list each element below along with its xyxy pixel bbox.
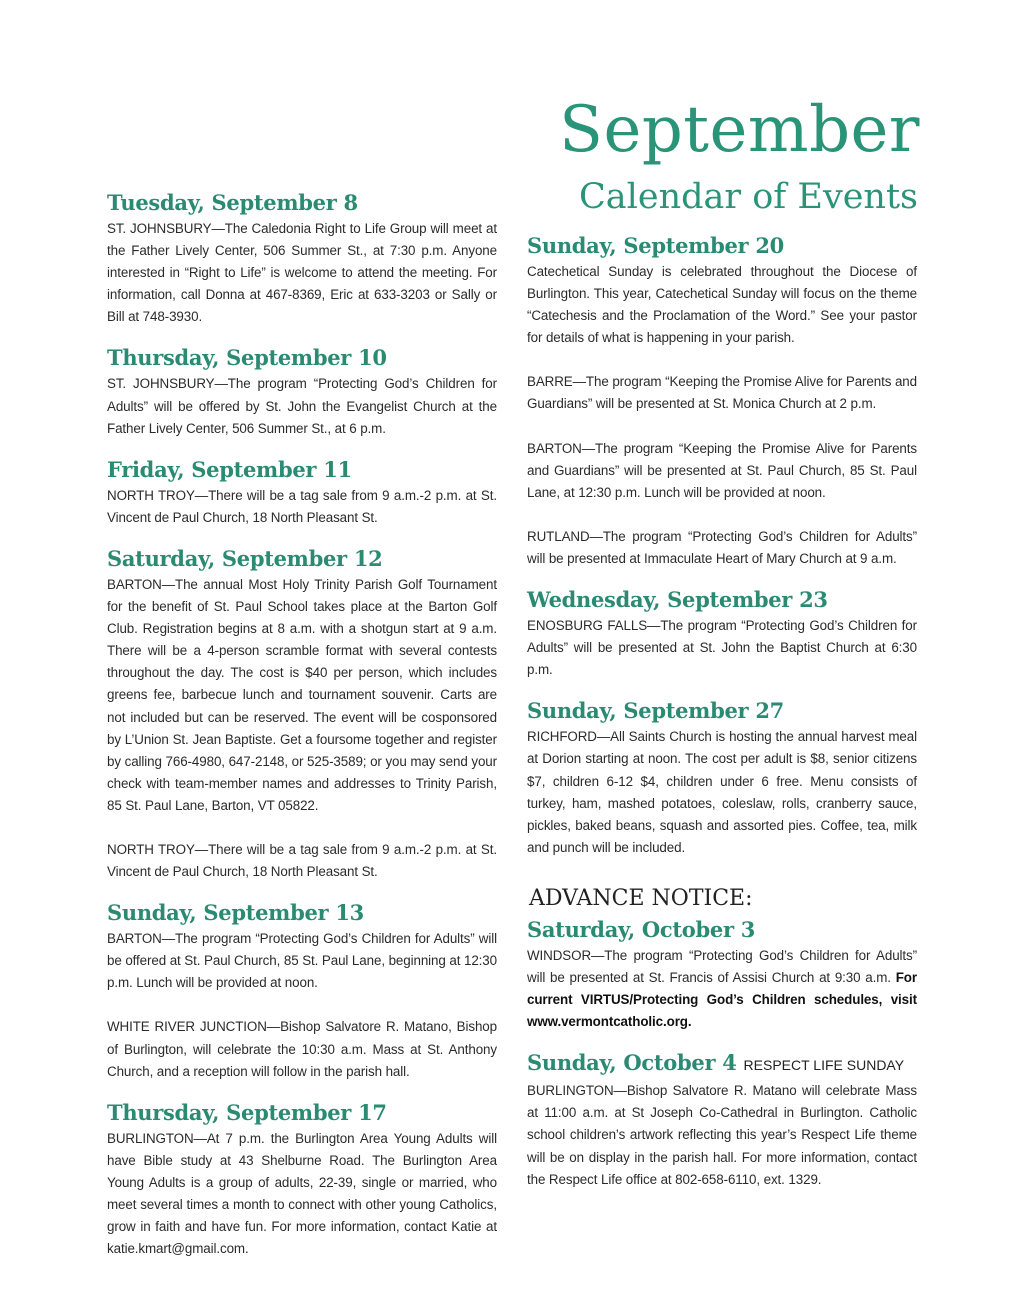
event-friday-sep-11 [107, 455, 497, 529]
event-date: Wednesday, September 23 [527, 587, 828, 613]
event-date: Tuesday, September 8 [107, 190, 358, 215]
event-thursday-sep-10 [107, 343, 497, 439]
respect-life-tag: RESPECT LIFE SUNDAY [743, 1057, 905, 1074]
event-text: BURLINGTON—At 7 p.m. the Burlington Area Young Adults will have Bible study at 43 Shelburne Road. The Burlington Area Young Adults is a group of adults, 22-39, single or married, who meet several times a month to connect with other young Catholics, grow in faith and have fun. For more information, contact Katie at katie.kmart@gmail.com. [107, 1130, 497, 1257]
event-text: NORTH TROY—There will be a tag sale from 9 a.m.-2 p.m. at St. Vincent de Paul Church, 18 North Pleasant St. [107, 487, 497, 525]
event-date: Sunday, September 13 [107, 900, 364, 926]
event-text: BARRE—The program “Keeping the Promise Alive for Parents and Guardians” will be presented at St. Monica Church at 2 p.m. [527, 374, 917, 412]
event-text: ST. JOHNSBURY—The program “Protecting God’s Children for Adults” will be offered by St. John the Evangelist Church at the Father Lively Center, 506 Summer St., at 6 p.m. [107, 376, 497, 436]
event-date: Thursday, September 17 [107, 1099, 387, 1125]
event-text: BARTON—The program “Protecting God’s Children for Adults” will be offered at St. Paul Church, 85 St. Paul Lane, beginning at 12:30 p.m. Lunch will be provided at noon. [107, 931, 497, 991]
event-date: Sunday, September 20 [527, 233, 784, 258]
event-text: RUTLAND—The program “Protecting God’s Children for Adults” will be presented at Immaculate Heart of Mary Church at 9 a.m. [527, 528, 917, 566]
advance-notice-heading: ADVANCE NOTICE: [529, 885, 753, 911]
event-thursday-sep-17 [107, 1098, 497, 1261]
event-date: Saturday, September 12 [107, 545, 383, 571]
event-date-line [527, 1048, 917, 1080]
event-text: BARTON—The annual Most Holy Trinity Parish Golf Tournament for the benefit of St. Paul School takes place at the Barton Golf Club. Registration begins at 8 a.m. with a shotgun start at 9 a.m. There will be a 4-person scramble format with several contests throughout the day. The cost is $40 per person, which includes greens fee, barbecue lunch and tournament souvenir. Carts are not included but can be reserved. The event will be cosponsored by L’Union St. Jean Baptiste. Get a foursome together and register by calling 766-4980, 647-2148, or 525-3589; or you may send your check with team-member names and addresses to Trinity Parish, 85 St. Paul Lane, Barton, VT 05822. [107, 576, 497, 813]
event-text: ST. JOHNSBURY—The Caledonia Right to Life Group will meet at the Father Lively Center, 506 Summer St., at 7:30 p.m. Anyone interested in “Right to Life” is welcome to attend the meeting. For information, call Donna at 467-8369, Eric at 633-3203 or Sally or Bill at 748-3930. [107, 221, 497, 325]
event-text: ENOSBURG FALLS—The program “Protecting God’s Children for Adults” will be presented at St. John the Baptist Church at 6:30 p.m. [527, 618, 917, 678]
left-column [107, 188, 497, 1260]
event-text-main: WINDSOR—The program “Protecting God’s Children for Adults” will be presented at St. Francis of Assisi Church at 9:30 a.m. [527, 947, 917, 985]
right-column [527, 231, 917, 1191]
event-text: NORTH TROY—There will be a tag sale from 9 a.m.-2 p.m. at St. Vincent de Paul Church, 18 North Pleasant St. [107, 841, 497, 880]
event-sunday-sep-13 [107, 898, 497, 1083]
virtus-notice: For current VIRTUS/Protecting God’s Children schedules, visit www.vermontcatholic.org. [527, 969, 917, 1030]
event-date: Friday, September 11 [107, 456, 352, 482]
event-saturday-sep-12 [107, 544, 497, 883]
event-text: RICHFORD—All Saints Church is hosting the annual harvest meal at Dorion starting at noon. The cost per adult is $8, senior citizens $7, children 6-12 $4, children under 6 free. Menu consists of turkey, ham, mashed potatoes, coleslaw, rolls, cranberry sauce, pickles, baked beans, squash and assorted pies. Coffee, tea, milk and punch will be included. [527, 729, 917, 855]
event-sunday-oct-4 [527, 1048, 917, 1190]
event-date: Saturday, October 3 [527, 916, 756, 942]
page-subtitle: Calendar of Events [579, 177, 918, 217]
event-text: BURLINGTON—Bishop Salvatore R. Matano will celebrate Mass at 11:00 a.m. at St Joseph Co-Cathedral in Burlington. Catholic school children’s artwork reflecting this year’s Respect Life theme will be on display in the parish hall. For more information, contact the Respect Life office at 802-658-6110, ext. 1329. [527, 1083, 917, 1187]
page-title: September [559, 93, 920, 167]
event-wednesday-sep-23 [527, 585, 917, 681]
event-tuesday-sep-8 [107, 188, 497, 328]
event-sunday-sep-20 [527, 231, 917, 570]
event-date: Sunday, September 27 [527, 698, 784, 724]
event-sunday-sep-27 [527, 696, 917, 859]
event-saturday-oct-3 [527, 915, 917, 1033]
event-text: WHITE RIVER JUNCTION—Bishop Salvatore R. Matano, Bishop of Burlington, will celebrate the 10:30 a.m. Mass at St. Anthony Church, and a reception will follow in the parish hall. [107, 1019, 497, 1079]
event-text: Catechetical Sunday is celebrated throughout the Diocese of Burlington. This year, Catechetical Sunday will focus on the theme “Catechesis and the Proclamation of the Word.” See your pastor for details of what is happening in your parish. [527, 264, 917, 346]
event-date: Sunday, October 4 [527, 1050, 737, 1076]
event-text: BARTON—The program “Keeping the Promise Alive for Parents and Guardians” will be presented at St. Paul Church, 85 St. Paul Lane, at 12:30 p.m. Lunch will be provided at noon. [527, 440, 917, 500]
event-text [527, 945, 917, 1033]
event-date: Thursday, September 10 [107, 345, 387, 371]
